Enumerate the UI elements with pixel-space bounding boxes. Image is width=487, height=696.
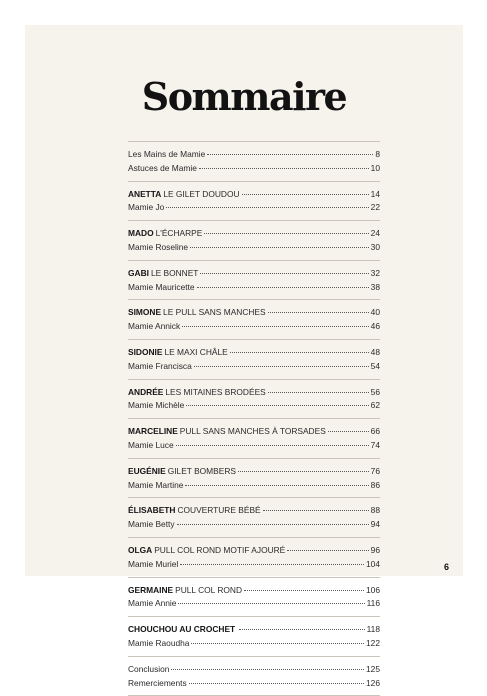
toc-entry-page: 24 [370,228,380,239]
toc-dot-leader [200,273,368,274]
toc-entry-page: 66 [370,426,380,437]
toc-dot-leader [328,431,369,432]
toc-entry-page: 8 [375,149,380,159]
toc-entry-page: 125 [366,663,380,674]
toc-entry-label: PULL COL ROND MOTIF AJOURÉ [154,544,286,555]
toc-dot-leader [177,524,369,525]
toc-entry[interactable] [128,544,380,558]
toc-dot-leader [238,471,369,472]
toc-group [128,261,380,301]
toc-entry-label: Les Mains de Mamie [128,149,206,159]
toc-entry-name: ANDRÉE [128,386,164,397]
toc-entry-page: 76 [370,465,380,476]
toc-group [128,578,380,618]
toc-entry-label: Mamie Roseline [128,241,189,252]
toc-entry-page: 62 [370,400,380,411]
toc-entry-label: COUVERTURE BÉBÉ [177,505,261,516]
toc-dot-leader [207,154,373,155]
toc-entry-label: Mamie Francisca [128,360,192,371]
toc-group [128,657,380,696]
toc-entry[interactable] [128,504,380,518]
toc-entry-page: 104 [366,558,380,569]
page-title: Sommaire [141,74,347,119]
toc-dot-leader [263,510,369,511]
toc-dot-leader [176,445,369,446]
toc-entry-page: 86 [370,479,380,490]
toc-entry-label: Conclusion [128,663,170,674]
toc-entry-label: Mamie Raoudha [128,637,190,648]
toc-entry-label: Mamie Annie [128,598,177,609]
toc-entry-label: LE MAXI CHÂLE [164,346,228,357]
page-number: 6 [443,562,449,572]
toc-dot-leader [197,287,369,288]
toc-dot-leader [180,564,364,565]
toc-group [128,380,380,420]
toc-entry-page: 38 [370,281,380,292]
toc-entry[interactable] [128,597,380,611]
toc-entry-name: GABI [128,267,149,278]
toc-entry[interactable] [128,320,380,334]
toc-dot-leader [178,603,364,604]
toc-group [128,459,380,499]
toc-dot-leader [204,233,368,234]
toc-group [128,617,380,657]
toc-entry[interactable] [128,360,380,374]
toc-entry-page: 32 [370,267,380,278]
toc-entry-label: PULL COL ROND [175,584,243,595]
toc-entry-page: 40 [370,307,380,318]
toc-entry-name: EUGÉNIE [128,465,166,476]
toc-dot-leader [268,392,369,393]
toc-entry-label: PULL SANS MANCHES À TORSADES [179,426,326,437]
toc-entry-page: 14 [370,188,380,199]
toc-group [128,340,380,380]
toc-entry-page: 74 [370,439,380,450]
toc-entry-label: Mamie Mauricette [128,281,195,292]
toc-entry-page: 30 [370,241,380,252]
toc-entry[interactable] [128,267,380,281]
toc-entry-label: Mamie Annick [128,321,181,332]
toc-entry-page: 46 [370,321,380,332]
toc-entry-page: 116 [366,598,380,609]
toc-entry[interactable] [128,518,380,532]
toc-entry[interactable] [128,465,380,479]
toc-entry-label: Mamie Martine [128,479,184,490]
toc-entry-label: Mamie Michèle [128,400,185,411]
toc-entry-label: GILET BOMBERS [167,465,236,476]
toc-entry-label: Remerciements [128,677,187,688]
toc-entry[interactable] [128,346,380,360]
toc-dot-leader [190,247,369,248]
toc-entry-name: CHOUCHOU AU CROCHET [128,624,236,635]
toc-entry[interactable] [128,188,380,202]
toc-entry[interactable] [128,623,380,637]
toc-dot-leader [268,312,369,313]
toc-dot-leader [239,629,364,630]
toc-entry-label: Mamie Muriel [128,558,179,569]
toc-group [128,538,380,578]
toc-entry[interactable] [128,479,380,493]
toc-dot-leader [242,194,369,195]
toc-entry-label: Mamie Luce [128,439,174,450]
toc-entry[interactable] [128,584,380,598]
toc-group [128,221,380,261]
toc-entry-page: 22 [370,202,380,213]
toc-dot-leader [287,550,368,551]
toc-entry[interactable] [128,201,380,215]
toc-entry-name: MARCELINE [128,426,178,437]
toc-entry-label: Astuces de Mamie [128,162,197,173]
toc-dot-leader [199,168,369,169]
toc-entry[interactable] [128,399,380,413]
toc-entry-label: LE BONNET [150,267,199,278]
toc-group [128,300,380,340]
toc-dot-leader [171,669,364,670]
toc-entry-name: ANETTA [128,188,162,199]
toc-entry[interactable] [128,162,380,176]
toc-entry[interactable] [128,227,380,241]
toc-entry-name: SIMONE [128,307,162,318]
toc-entry-name: MADO [128,228,154,239]
toc-entry-label: LE GILET DOUDOU [163,188,240,199]
toc-entry-page: 94 [370,519,380,530]
toc-dot-leader [191,643,364,644]
toc-entry-label: Mamie Betty [128,519,175,530]
toc-group [128,419,380,459]
toc-entry-page: 126 [366,677,380,688]
toc-entry-name: ÉLISABETH [128,505,176,516]
toc-entry-label: L'ÉCHARPE [155,228,203,239]
toc-dot-leader [166,207,368,208]
toc-entry-page: 118 [366,624,380,635]
toc-entry[interactable] [128,558,380,572]
toc-entry-name: GERMAINE [128,584,174,595]
toc-dot-leader [182,326,369,327]
toc-entry-label: Mamie Jo [128,202,165,213]
toc-entry-name: SIDONIE [128,346,163,357]
toc-entry-page: 88 [370,505,380,516]
toc-entry-page: 10 [370,162,380,173]
toc-entry[interactable] [128,241,380,255]
toc-entry-label: LES MITAINES BRODÉES [165,386,266,397]
toc-group [128,142,380,182]
toc-dot-leader [185,485,368,486]
toc-entry-label: LE PULL SANS MANCHES [163,307,266,318]
toc-entry-page: 96 [370,544,380,555]
toc-group [128,498,380,538]
toc-entry-page: 122 [366,637,380,648]
table-of-contents [128,141,380,696]
toc-group [128,182,380,222]
page-sheet [25,25,463,688]
toc-entry[interactable] [128,677,380,691]
toc-entry-page: 106 [366,584,380,595]
toc-entry-page: 48 [370,346,380,357]
toc-entry[interactable] [128,281,380,295]
toc-entry[interactable] [128,425,380,439]
toc-entry[interactable] [128,439,380,453]
toc-entry-page: 56 [370,386,380,397]
toc-dot-leader [244,590,364,591]
toc-entry[interactable] [128,148,380,162]
toc-entry[interactable] [128,386,380,400]
toc-entry[interactable] [128,306,380,320]
toc-entry[interactable] [128,663,380,677]
toc-dot-leader [230,352,369,353]
toc-entry-page: 54 [370,360,380,371]
toc-dot-leader [189,683,364,684]
toc-entry[interactable] [128,637,380,651]
toc-entry-name: OLGA [128,544,153,555]
toc-dot-leader [194,366,369,367]
toc-dot-leader [186,405,368,406]
